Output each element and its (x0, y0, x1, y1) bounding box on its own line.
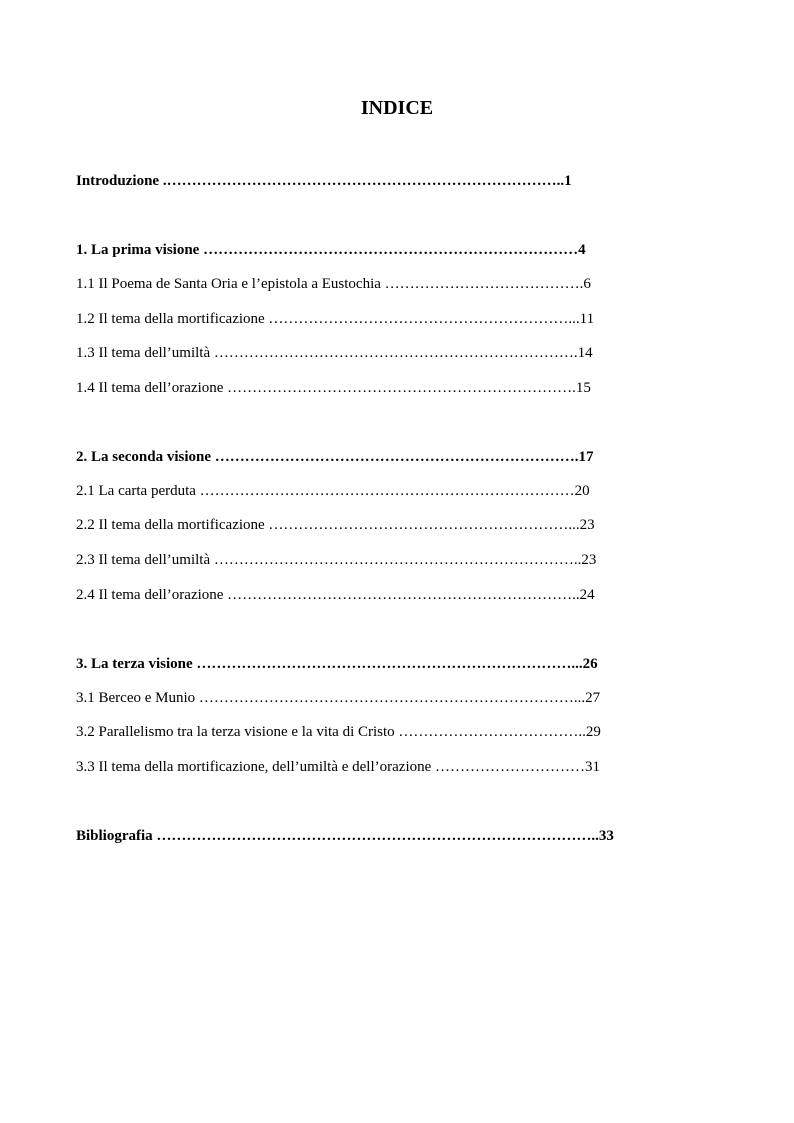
toc-entry-chapter-3: 3. La terza visione …………………………………………………………………...26 (76, 656, 598, 672)
toc-entry-1-3: 1.3 Il tema dell’umiltà ……………………………………………………………….14 (76, 345, 593, 361)
toc-entry-2-4: 2.4 Il tema dell’orazione ……………………………………………………………..24 (76, 587, 595, 603)
toc-entry-3-2: 3.2 Parallelismo tra la terza visione e la vita di Cristo ………………………………..29 (76, 724, 601, 740)
toc-entry-bibliografia: Bibliografia ……………………………………………………………………………..33 (76, 828, 614, 844)
toc-entry-2-3: 2.3 Il tema dell’umiltà ………………………………………………………………..23 (76, 552, 597, 568)
toc-entry-2-1: 2.1 La carta perduta …………………………………………………………………20 (76, 483, 590, 499)
toc-entry-3-3: 3.3 Il tema della mortificazione, dell’umiltà e dell’orazione …………………………31 (76, 759, 601, 775)
toc-entry-3-1: 3.1 Berceo e Munio …………………………………………………………………...27 (76, 690, 601, 706)
toc-entry-introduzione: Introduzione .……………………………………………………………………..1 (76, 173, 572, 189)
toc-entry-1-4: 1.4 Il tema dell’orazione …………………………………………………………….15 (76, 380, 591, 396)
toc-entry-1-2: 1.2 Il tema della mortificazione ……………………………………………………...11 (76, 311, 595, 327)
toc-entry-chapter-2: 2. La seconda visione ……………………………………………………………….17 (76, 449, 594, 465)
toc-entry-1-1: 1.1 Il Poema de Santa Oria e l’epistola a Eustochia ………………………………….6 (76, 276, 591, 292)
toc-entry-2-2: 2.2 Il tema della mortificazione ……………………………………………………...23 (76, 517, 595, 533)
toc-entry-chapter-1: 1. La prima visione …………………………………………………………………4 (76, 242, 586, 258)
page-title: INDICE (360, 97, 434, 119)
